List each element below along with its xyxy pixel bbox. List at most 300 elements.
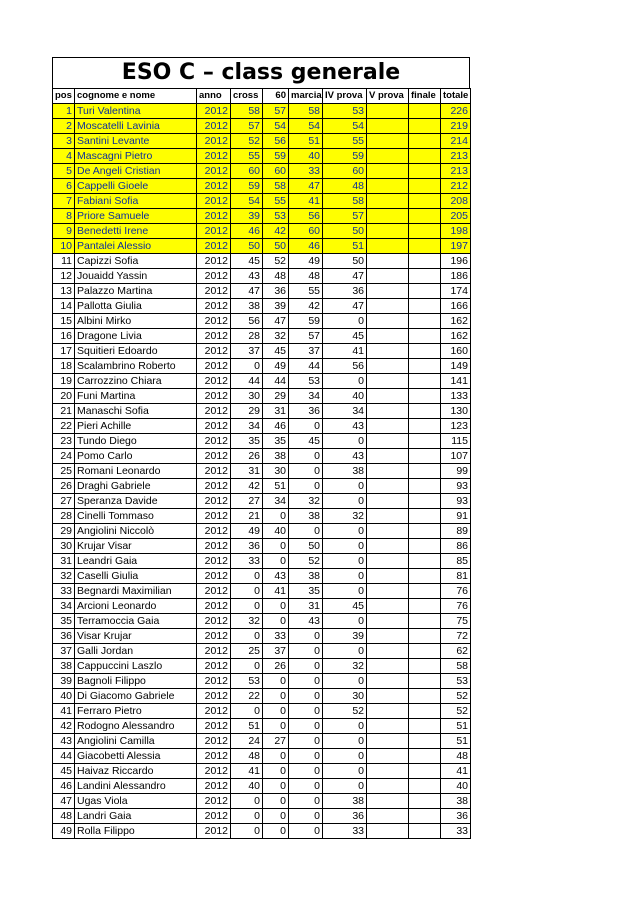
cell-v-prova: [367, 209, 409, 224]
cell-v-prova: [367, 509, 409, 524]
cell-60: 42: [263, 224, 289, 239]
cell-v-prova: [367, 569, 409, 584]
cell-finale: [409, 104, 441, 119]
cell-totale: 99: [441, 464, 471, 479]
cell-v-prova: [367, 104, 409, 119]
cell-cross: 56: [231, 314, 263, 329]
cell-60: 34: [263, 494, 289, 509]
cell-finale: [409, 404, 441, 419]
cell-anno: 2012: [197, 404, 231, 419]
cell-marcia: 0: [289, 479, 323, 494]
cell-finale: [409, 764, 441, 779]
cell-name: Ferraro Pietro: [75, 704, 197, 719]
cell-name: Galli Jordan: [75, 644, 197, 659]
cell-v-prova: [367, 179, 409, 194]
table-row: [53, 479, 471, 494]
cell-60: 43: [263, 569, 289, 584]
cell-finale: [409, 629, 441, 644]
cell-60: 45: [263, 344, 289, 359]
cell-name: Angiolini Camilla: [75, 734, 197, 749]
cell-marcia: 48: [289, 269, 323, 284]
cell-totale: 52: [441, 704, 471, 719]
cell-totale: 197: [441, 239, 471, 254]
cell-marcia: 59: [289, 314, 323, 329]
cell-anno: 2012: [197, 734, 231, 749]
cell-pos: 36: [53, 629, 75, 644]
cell-v-prova: [367, 164, 409, 179]
cell-v-prova: [367, 809, 409, 824]
table-row: [53, 359, 471, 374]
cell-finale: [409, 284, 441, 299]
cell-60: 31: [263, 404, 289, 419]
cell-name: Manaschi Sofia: [75, 404, 197, 419]
cell-marcia: 37: [289, 344, 323, 359]
cell-totale: 149: [441, 359, 471, 374]
cell-iv-prova: 36: [323, 809, 367, 824]
cell-60: 51: [263, 479, 289, 494]
cell-marcia: 0: [289, 734, 323, 749]
cell-60: 48: [263, 269, 289, 284]
table-row: [53, 449, 471, 464]
cell-cross: 25: [231, 644, 263, 659]
cell-totale: 93: [441, 494, 471, 509]
cell-marcia: 33: [289, 164, 323, 179]
cell-marcia: 0: [289, 719, 323, 734]
cell-iv-prova: 0: [323, 779, 367, 794]
table-row: [53, 809, 471, 824]
cell-pos: 45: [53, 764, 75, 779]
cell-marcia: 44: [289, 359, 323, 374]
cell-v-prova: [367, 764, 409, 779]
cell-anno: 2012: [197, 254, 231, 269]
cell-marcia: 0: [289, 794, 323, 809]
cell-cross: 41: [231, 764, 263, 779]
cell-anno: 2012: [197, 479, 231, 494]
cell-v-prova: [367, 299, 409, 314]
cell-totale: 198: [441, 224, 471, 239]
cell-v-prova: [367, 269, 409, 284]
cell-iv-prova: 0: [323, 494, 367, 509]
cell-finale: [409, 689, 441, 704]
header-iv-prova: IV prova: [323, 89, 367, 104]
table-row: [53, 539, 471, 554]
table-row: [53, 704, 471, 719]
cell-pos: 15: [53, 314, 75, 329]
cell-60: 0: [263, 824, 289, 839]
table-row: [53, 554, 471, 569]
cell-60: 0: [263, 809, 289, 824]
table-row: [53, 404, 471, 419]
cell-name: Cappuccini Laszlo: [75, 659, 197, 674]
header-name: cognome e nome: [75, 89, 197, 104]
cell-name: Squitieri Edoardo: [75, 344, 197, 359]
table-row: [53, 344, 471, 359]
cell-anno: 2012: [197, 329, 231, 344]
cell-totale: 41: [441, 764, 471, 779]
cell-60: 33: [263, 629, 289, 644]
cell-totale: 123: [441, 419, 471, 434]
cell-name: Landri Gaia: [75, 809, 197, 824]
cell-iv-prova: 41: [323, 344, 367, 359]
cell-name: Arcioni Leonardo: [75, 599, 197, 614]
cell-pos: 20: [53, 389, 75, 404]
table-row: [53, 584, 471, 599]
cell-v-prova: [367, 644, 409, 659]
cell-anno: 2012: [197, 209, 231, 224]
cell-pos: 24: [53, 449, 75, 464]
cell-pos: 33: [53, 584, 75, 599]
cell-60: 56: [263, 134, 289, 149]
cell-name: Leandri Gaia: [75, 554, 197, 569]
cell-totale: 36: [441, 809, 471, 824]
cell-totale: 162: [441, 314, 471, 329]
cell-pos: 30: [53, 539, 75, 554]
cell-v-prova: [367, 734, 409, 749]
header-totale: totale: [441, 89, 471, 104]
cell-v-prova: [367, 554, 409, 569]
cell-60: 0: [263, 749, 289, 764]
cell-iv-prova: 50: [323, 254, 367, 269]
cell-iv-prova: 52: [323, 704, 367, 719]
cell-marcia: 0: [289, 419, 323, 434]
cell-marcia: 36: [289, 404, 323, 419]
header-60: 60: [263, 89, 289, 104]
cell-anno: 2012: [197, 629, 231, 644]
results-sheet: [52, 57, 470, 839]
cell-finale: [409, 704, 441, 719]
cell-v-prova: [367, 449, 409, 464]
cell-cross: 0: [231, 599, 263, 614]
cell-60: 0: [263, 509, 289, 524]
cell-cross: 51: [231, 719, 263, 734]
table-row: [53, 794, 471, 809]
cell-cross: 0: [231, 824, 263, 839]
cell-anno: 2012: [197, 134, 231, 149]
cell-v-prova: [367, 674, 409, 689]
cell-anno: 2012: [197, 344, 231, 359]
cell-marcia: 38: [289, 569, 323, 584]
cell-cross: 57: [231, 119, 263, 134]
cell-cross: 0: [231, 809, 263, 824]
cell-finale: [409, 719, 441, 734]
cell-pos: 39: [53, 674, 75, 689]
cell-iv-prova: 0: [323, 719, 367, 734]
cell-totale: 62: [441, 644, 471, 659]
table-row: [53, 389, 471, 404]
cell-anno: 2012: [197, 644, 231, 659]
cell-finale: [409, 464, 441, 479]
cell-anno: 2012: [197, 689, 231, 704]
cell-anno: 2012: [197, 239, 231, 254]
cell-cross: 54: [231, 194, 263, 209]
cell-marcia: 52: [289, 554, 323, 569]
cell-v-prova: [367, 434, 409, 449]
cell-anno: 2012: [197, 449, 231, 464]
cell-finale: [409, 374, 441, 389]
cell-60: 29: [263, 389, 289, 404]
cell-finale: [409, 659, 441, 674]
cell-finale: [409, 134, 441, 149]
cell-iv-prova: 0: [323, 434, 367, 449]
cell-pos: 5: [53, 164, 75, 179]
cell-60: 46: [263, 419, 289, 434]
table-row: [53, 104, 471, 119]
cell-iv-prova: 0: [323, 479, 367, 494]
cell-finale: [409, 539, 441, 554]
cell-anno: 2012: [197, 599, 231, 614]
cell-v-prova: [367, 254, 409, 269]
cell-v-prova: [367, 599, 409, 614]
cell-name: Turi Valentina: [75, 104, 197, 119]
cell-totale: 38: [441, 794, 471, 809]
table-row: [53, 119, 471, 134]
cell-iv-prova: 0: [323, 374, 367, 389]
cell-marcia: 55: [289, 284, 323, 299]
cell-60: 35: [263, 434, 289, 449]
table-row: [53, 659, 471, 674]
cell-cross: 0: [231, 629, 263, 644]
cell-cross: 45: [231, 254, 263, 269]
cell-anno: 2012: [197, 764, 231, 779]
cell-cross: 37: [231, 344, 263, 359]
cell-finale: [409, 554, 441, 569]
cell-anno: 2012: [197, 524, 231, 539]
cell-finale: [409, 419, 441, 434]
cell-finale: [409, 239, 441, 254]
cell-totale: 174: [441, 284, 471, 299]
cell-pos: 17: [53, 344, 75, 359]
cell-iv-prova: 0: [323, 569, 367, 584]
cell-60: 0: [263, 674, 289, 689]
cell-anno: 2012: [197, 149, 231, 164]
cell-60: 60: [263, 164, 289, 179]
cell-iv-prova: 0: [323, 614, 367, 629]
cell-pos: 35: [53, 614, 75, 629]
cell-marcia: 0: [289, 824, 323, 839]
cell-finale: [409, 674, 441, 689]
cell-finale: [409, 179, 441, 194]
cell-finale: [409, 119, 441, 134]
cell-pos: 26: [53, 479, 75, 494]
table-row: [53, 179, 471, 194]
cell-60: 57: [263, 104, 289, 119]
cell-iv-prova: 54: [323, 119, 367, 134]
cell-finale: [409, 254, 441, 269]
cell-iv-prova: 0: [323, 584, 367, 599]
cell-finale: [409, 389, 441, 404]
cell-totale: 213: [441, 164, 471, 179]
cell-iv-prova: 57: [323, 209, 367, 224]
cell-totale: 93: [441, 479, 471, 494]
results-table: [52, 88, 471, 839]
cell-totale: 205: [441, 209, 471, 224]
cell-iv-prova: 47: [323, 269, 367, 284]
cell-iv-prova: 36: [323, 284, 367, 299]
cell-v-prova: [367, 419, 409, 434]
table-row: [53, 209, 471, 224]
cell-anno: 2012: [197, 194, 231, 209]
cell-anno: 2012: [197, 584, 231, 599]
cell-60: 47: [263, 314, 289, 329]
cell-60: 55: [263, 194, 289, 209]
cell-v-prova: [367, 374, 409, 389]
cell-totale: 166: [441, 299, 471, 314]
cell-cross: 49: [231, 524, 263, 539]
cell-60: 0: [263, 764, 289, 779]
cell-cross: 0: [231, 704, 263, 719]
cell-anno: 2012: [197, 224, 231, 239]
table-row: [53, 269, 471, 284]
cell-finale: [409, 809, 441, 824]
cell-cross: 28: [231, 329, 263, 344]
cell-name: Terramoccia Gaia: [75, 614, 197, 629]
cell-marcia: 49: [289, 254, 323, 269]
cell-cross: 60: [231, 164, 263, 179]
cell-totale: 186: [441, 269, 471, 284]
cell-iv-prova: 55: [323, 134, 367, 149]
cell-totale: 141: [441, 374, 471, 389]
cell-pos: 14: [53, 299, 75, 314]
cell-60: 49: [263, 359, 289, 374]
cell-v-prova: [367, 359, 409, 374]
table-row: [53, 689, 471, 704]
cell-finale: [409, 329, 441, 344]
cell-marcia: 0: [289, 659, 323, 674]
cell-v-prova: [367, 134, 409, 149]
cell-iv-prova: 0: [323, 539, 367, 554]
cell-60: 50: [263, 239, 289, 254]
cell-iv-prova: 50: [323, 224, 367, 239]
cell-anno: 2012: [197, 809, 231, 824]
cell-v-prova: [367, 119, 409, 134]
cell-finale: [409, 449, 441, 464]
cell-v-prova: [367, 404, 409, 419]
cell-totale: 72: [441, 629, 471, 644]
cell-iv-prova: 32: [323, 509, 367, 524]
cell-finale: [409, 299, 441, 314]
cell-pos: 9: [53, 224, 75, 239]
cell-iv-prova: 47: [323, 299, 367, 314]
cell-60: 0: [263, 719, 289, 734]
cell-v-prova: [367, 524, 409, 539]
cell-pos: 6: [53, 179, 75, 194]
cell-pos: 2: [53, 119, 75, 134]
cell-finale: [409, 569, 441, 584]
cell-60: 0: [263, 704, 289, 719]
cell-iv-prova: 0: [323, 764, 367, 779]
cell-iv-prova: 45: [323, 329, 367, 344]
cell-pos: 28: [53, 509, 75, 524]
cell-marcia: 38: [289, 509, 323, 524]
cell-60: 38: [263, 449, 289, 464]
cell-totale: 107: [441, 449, 471, 464]
cell-totale: 89: [441, 524, 471, 539]
cell-finale: [409, 599, 441, 614]
cell-v-prova: [367, 539, 409, 554]
table-row: [53, 824, 471, 839]
cell-60: 37: [263, 644, 289, 659]
cell-cross: 42: [231, 479, 263, 494]
cell-cross: 48: [231, 749, 263, 764]
cell-finale: [409, 644, 441, 659]
table-row: [53, 374, 471, 389]
cell-cross: 36: [231, 539, 263, 554]
table-row: [53, 149, 471, 164]
cell-60: 0: [263, 539, 289, 554]
cell-name: Bagnoli Filippo: [75, 674, 197, 689]
cell-marcia: 42: [289, 299, 323, 314]
cell-totale: 226: [441, 104, 471, 119]
table-row: [53, 779, 471, 794]
table-row: [53, 719, 471, 734]
table-row: [53, 224, 471, 239]
cell-pos: 43: [53, 734, 75, 749]
cell-marcia: 54: [289, 119, 323, 134]
cell-name: Albini Mirko: [75, 314, 197, 329]
cell-60: 0: [263, 554, 289, 569]
table-row: [53, 509, 471, 524]
cell-name: Rolla Filippo: [75, 824, 197, 839]
table-row: [53, 194, 471, 209]
cell-name: Draghi Gabriele: [75, 479, 197, 494]
table-row: [53, 599, 471, 614]
cell-pos: 48: [53, 809, 75, 824]
cell-marcia: 56: [289, 209, 323, 224]
cell-60: 53: [263, 209, 289, 224]
cell-anno: 2012: [197, 119, 231, 134]
cell-pos: 46: [53, 779, 75, 794]
cell-cross: 52: [231, 134, 263, 149]
cell-pos: 23: [53, 434, 75, 449]
cell-cross: 0: [231, 794, 263, 809]
cell-name: Di Giacomo Gabriele: [75, 689, 197, 704]
cell-name: Palazzo Martina: [75, 284, 197, 299]
cell-anno: 2012: [197, 539, 231, 554]
cell-name: Giacobetti Alessia: [75, 749, 197, 764]
cell-marcia: 53: [289, 374, 323, 389]
cell-anno: 2012: [197, 494, 231, 509]
cell-pos: 10: [53, 239, 75, 254]
cell-totale: 85: [441, 554, 471, 569]
cell-iv-prova: 39: [323, 629, 367, 644]
cell-60: 30: [263, 464, 289, 479]
cell-marcia: 58: [289, 104, 323, 119]
cell-name: Fabiani Sofia: [75, 194, 197, 209]
cell-v-prova: [367, 704, 409, 719]
cell-totale: 75: [441, 614, 471, 629]
cell-totale: 76: [441, 599, 471, 614]
cell-name: Scalambrino Roberto: [75, 359, 197, 374]
cell-finale: [409, 479, 441, 494]
cell-anno: 2012: [197, 464, 231, 479]
cell-anno: 2012: [197, 164, 231, 179]
cell-name: Romani Leonardo: [75, 464, 197, 479]
cell-anno: 2012: [197, 269, 231, 284]
cell-anno: 2012: [197, 704, 231, 719]
cell-cross: 0: [231, 359, 263, 374]
cell-anno: 2012: [197, 824, 231, 839]
cell-totale: 162: [441, 329, 471, 344]
cell-iv-prova: 43: [323, 449, 367, 464]
table-row: [53, 419, 471, 434]
cell-anno: 2012: [197, 299, 231, 314]
cell-v-prova: [367, 659, 409, 674]
cell-finale: [409, 749, 441, 764]
cell-cross: 53: [231, 674, 263, 689]
cell-marcia: 46: [289, 239, 323, 254]
cell-name: Priore Samuele: [75, 209, 197, 224]
cell-60: 40: [263, 524, 289, 539]
